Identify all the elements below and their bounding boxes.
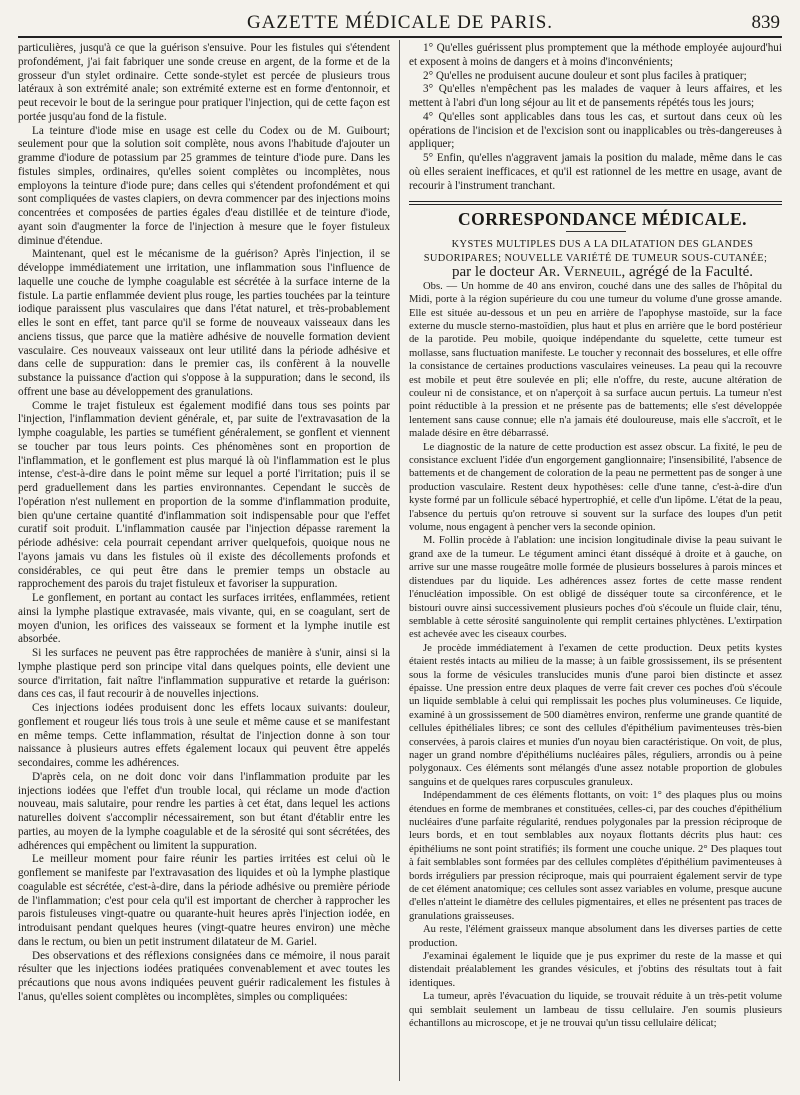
list-item: 1° Qu'elles guérissent plus promptement que la méthode employée aujourd'hui et exposent à moins de dangers et à moins d'inconvénients; (409, 42, 782, 68)
paragraph: Le gonflement, en portant au contact les surfaces irritées, enflammées, retient ainsi la lymphe plastique extravasée, mais vivante, qui, en se coagulant, sert de moyen d'union, les orifices des vaisseaux se forment et la lymphe inutile est absorbée. (18, 592, 390, 646)
paragraph: M. Follin procède à l'ablation: une incision longitudinale divise la peau suivant le grand axe de la tumeur. Le tégument aminci étant disséqué à droite et à gauche, on arrive sur une masse rougeâtre molle formée de plusieurs bosselures à parois minces et distendues par du liquide. Les adhérences assez fortes de cette masse rendent l'énucléation impossible. On est obligé de disséquer toute sa circonférence, et le bistouri ouvre ainsi successivement plusieurs poches d'où s'écoule un fluide clair, ténu, semblable à cette sérosité sanguinolente qui remplit certaines phlyctènes. L'extirpation est achevée avec les ciseaux courbes. (409, 535, 782, 641)
page-header (18, 6, 782, 38)
section-rule (409, 201, 782, 205)
title-rule (566, 231, 626, 232)
paragraph: Obs. — Un homme de 40 ans environ, couché dans une des salles de l'hôpital du Midi, porte à la région supérieure du cou une tumeur du volume d'une grosse amande. Elle est située au-dessous et un peu en arrière de l'apophyse mastoïde, sur la face externe du muscle sterno-mastoïdien, plus haut et plus en arrière que le bord postérieur de la parotide. Peu mobile, quoique indépendante du squelette, cette tumeur est mollasse, sans fluctuation manifeste. Le toucher y reconnait des bosselures, et elle offre la consistance de certaines productions vasculaires veineuses. La peau qui la recouvre est mobile et peut être soulevée en pli; elle n'offre, du reste, aucune altération de couleur ni de consistance, et on n'aperçoit à sa surface aucun pertuis. La tumeur n'est point réductible à la pression et ne présente pas de battements; elle s'est développée lentement sans cause connue; elle n'a jamais été douloureuse, mais elle s'accroît, et le malade désire en être débarrassé. (409, 280, 782, 440)
author-suffix: , agrégé de la Faculté. (621, 264, 754, 280)
author-prefix: par le docteur (451, 264, 535, 280)
conclusions-list (409, 42, 782, 193)
paragraph: Si les surfaces ne peuvent pas être rapprochées de manière à s'unir, ainsi si la lymphe plastique perd son principe vital dans quelques points, elle devient une source d'irritation, fait naître l'inflammation suppurative et retarde la guérison: dans ces cas, il faut recourir à de nouvelles injections. (18, 647, 390, 701)
list-item: 4° Qu'elles sont applicables dans tous les cas, et surtout dans ceux où les opérations de l'incision et de l'excision sont ou inapplicables ou très-dangereuses à appliquer; (409, 110, 782, 151)
paragraph: La teinture d'iode mise en usage est celle du Codex ou de M. Guibourt; seulement pour que la solution soit complète, nous avons l'habitude d'ajouter un gramme d'iodure de potassium par 25 grammes de teinture d'iode pure. Dans les fistules simples, ordinaires, qu'elles soient complètes ou incomplètes, nous employons la teinture d'iode pure; dans celles qui s'étendent profondément et qui sont compliquées de vastes clapiers, on devra commencer par des injections moins concentrées et composées de parties égales d'eau distillée et de teinture d'iode, ayant soin d'augmenter la force de l'injection à mesure que le foyer fistuleux diminue d'étendue. (18, 124, 390, 247)
paragraph: J'examinai également le liquide que je pus exprimer du reste de la masse et qui distendait préalablement les grandes vésicules, et j'obtins des résultats tout à fait identiques. (409, 951, 782, 989)
article-title: KYSTES MULTIPLES DUS A LA DILATATION DES GLANDES SUDORIPARES; NOUVELLE VARIÉTÉ DE TUMEUR SOUS-CUTANÉE; (423, 239, 768, 264)
list-item: 5° Enfin, qu'elles n'aggravent jamais la position du malade, même dans le cas où elles seraient inefficaces, et qu'il est rationnel de les mettre en usage, avant de recourir à l'instrument tranchant. (409, 152, 782, 192)
paragraph: Des observations et des réflexions consignées dans ce mémoire, il nous parait résulter que les injections iodées pratiquées convenablement et avec toutes les précautions que nous avons indiquées peuvent guérir radicalement les fistules à l'anus, qu'elles soient complètes ou incomplètes, simples ou compliquées: (18, 949, 390, 1003)
paragraph: Ces injections iodées produisent donc les effets locaux suivants: douleur, gonflement et rougeur liés tous trois à une seule et même cause et se manifestant en même temps. Cette inflammation, résultat de l'injection donne à son tour naissance à plusieurs autres effets également locaux qui peuvent être appelés secondaires, comme les adhérences. (18, 702, 390, 769)
paragraph: Maintenant, quel est le mécanisme de la guérison? Après l'injection, il se développe immédiatement une irritation, une inflammation sous l'influence de laquelle une couche de lymphe coagulable est sécrétée à la surface interne de la fistule. La partie enflammée devient plus rouge, les parties touchées par la teinture iodique paraissent plus vasculaires que dans l'état naturel, et très-probablement elles le sont en effet, tant parce qu'il se forme de nouveaux vaisseaux dans les anciens tissus, que parce que la matière adhésive de nouvelle formation devient vasculaire. Ces nouveaux vaisseaux ont leur utilité dans la période adhésive et dans celle de suppuration: dans le premier cas, ils confèrent à la nouvelle substance la puissance d'action qui s'oppose à la suppuration; dans le second, ils offrent une base au développement des granulations. (18, 248, 390, 398)
author-name: Ar. Verneuil (538, 264, 622, 280)
article-byline (409, 266, 782, 280)
page-number: 839 (751, 12, 780, 33)
column-divider (399, 40, 400, 1081)
list-item: 3° Qu'elles n'empêchent pas les malades de vaquer à leurs affaires, et les mettent à l'abri d'un long séjour au lit et de pansements répétés tous les jours; (409, 83, 782, 109)
paragraph: Comme le trajet fistuleux est également modifié dans tous ses points par l'injection, l'inflammation devient générale, et, par suite de l'extravasation de la lymphe coagulable, les parties se tuméfient généralement, se gonflent et viennent se toucher par tous leurs points. Ces phénomènes sont en proportion de l'inflammation, et le gonflement est plus marqué là où l'inflammation est le plus intense, c'est-à-dire dans le point même sur lequel a porté l'irritation; puis il se perd graduellement dans les parties environnantes. Cependant le succès de l'opération n'est nullement en proportion de la somme d'inflammation produite, bien qu'une certaine quantité d'inflammation soit indispensable pour que l'effet curatif soit produit. L'inflammation causée par l'injection dépasse rarement la période adhésive: cela pourrait cependant arriver quelquefois, quoique nous ne l'ayons jamais vu dans les fistules où il existe des décollements profonds et considérables, ce qui peut être dans le premier temps un obstacle au rapprochement des parois du trajet fistuleux et favoriser la suppuration. (18, 399, 390, 591)
list-item: 2° Qu'elles ne produisent aucune douleur et sont plus faciles à pratiquer; (423, 69, 747, 82)
left-column (18, 42, 390, 1081)
paragraph: Le meilleur moment pour faire réunir les parties irritées est celui où le gonflement se manifeste par l'extravasation des liquides et où la lymphe plastique coagulable est sécrétée, c'est-à-dire, dans la période adhésive ou première période de l'inflammation; c'est pour cela qu'il est important de chercher à rapprocher les parois fistuleuses vingt-quatre ou quarante-huit heures après l'injection iodée, en introduisant pendant quelques heures (vingt-quatre heures environ) une mèche dans le rectum, ou bien un petit instrument dilatateur de M. Gariel. (18, 853, 390, 948)
right-column (409, 42, 782, 1081)
paragraph: particulières, jusqu'à ce que la guérison s'ensuive. Pour les fistules qui s'étendent profondément, j'ai fait fabriquer une sonde creuse en argent, de la forme et de la grosseur d'un stylet ordinaire. Cette sonde-stylet est percée de plusieurs trous latéraux à son extrémité anale; son extrémité externe est en forme d'entonnoir, et peut recevoir le bout de la seringue pour pratiquer l'injection, qui de cette façon est portée jusqu'au fond de la fistule. (18, 42, 390, 123)
section-title: CORRESPONDANCE MÉDICALE. (457, 209, 748, 230)
paragraph: Je procède immédiatement à l'examen de cette production. Deux petits kystes étaient restés intacts au milieu de la masse; à un faible grossissement, ils se présentent sous la forme de vésicules translucides munis d'une paroi bien distincte et assez épaisse. Une pression entre deux plaques de verre fait crever ces poches d'où s'écoule un liquide semblable à celui qui remplissait les poches plus volumineuses. Ce liquide, examiné à un grossissement de 500 diamètres environ, renferme une grande quantité de cellules épithéliales libres; ce sont des cellules d'épithélium pavimenteuses très-bien conservées, à parois claires et munies d'un noyau bien caractéristique. On voit, de plus, nager un grand nombre d'épithéliums nucléaires pâles, réguliers, arrondis ou à peine polygonaux. Ces éléments sont mélangés d'une assez notable proportion de globules sanguins et de quelques rares corpuscules granuleux. (409, 642, 782, 788)
journal-title: GAZETTE MÉDICALE DE PARIS. (246, 12, 554, 33)
paragraph: Le diagnostic de la nature de cette production est assez obscur. La fixité, le peu de consistance excluent l'idée d'un engorgement ganglionnaire; l'insensibilité, l'absence de battements et de changement de coloration de la peau ne permettent pas de songer à une production vasculaire. Restent deux hypothèses: celle d'une tanne, c'est-à-dire d'un kyste formé par un follicule sébacé hypertrophié, et celle d'un lipôme. L'état de la peau, l'absence du pertuis qu'on retrouve si souvent sur la surface des loupes d'un petit volume, nous engagent à pencher vers la seconde opinion. (409, 441, 782, 534)
paragraph: La tumeur, après l'évacuation du liquide, se trouvait réduite à un très-petit volume qui semblait seulement un lambeau de tissu cellulaire. J'en soumis plusieurs échantillons au microscope, et je ne trouvai qu'un tissu cellulaire délicat; (409, 991, 782, 1030)
paragraph: Indépendamment de ces éléments flottants, on voit: 1° des plaques plus ou moins étendues en forme de membranes et constituées, celles-ci, par des couches d'épithélium nucléaires d'une parfaite régularité, rendues polygonales par la pression réciproque de leurs bords, et en tout semblables aux noyaux flottants décrits plus haut: ces épithéliums ne sont point stratifiés; ils forment une couche unique. 2° Des plaques tout à fait semblables sont formées par des cellules complètes d'épithélium pavimenteuses à bords irréguliers par pression réciproque, mais qui pourraient également servir de type de cet élément anatomique; ces cellules sont assez variables en volume, presque aucune d'elles n'atteint le diamètre des cellules pigmentaires, et elles ne présentent pas traces de granulations graisseuses. (409, 790, 782, 922)
paragraph: Au reste, l'élément graisseux manque absolument dans les diverses parties de cette production. (409, 924, 782, 949)
paragraph: D'après cela, on ne doit donc voir dans l'inflammation produite par les injections iodées que l'effet d'un trouble local, qui réclame un mode d'action nouveau, mais salutaire, pour rendre les parties à cet état, dans lequel les actions naturelles doivent s'accomplir nécessairement, son but étant d'établir entre les parties, au moyen de la lymphe coagulable et de la sérosité qui sont sécrétées, des adhérences qui empêchent ou limitent la suppuration. (18, 770, 390, 852)
